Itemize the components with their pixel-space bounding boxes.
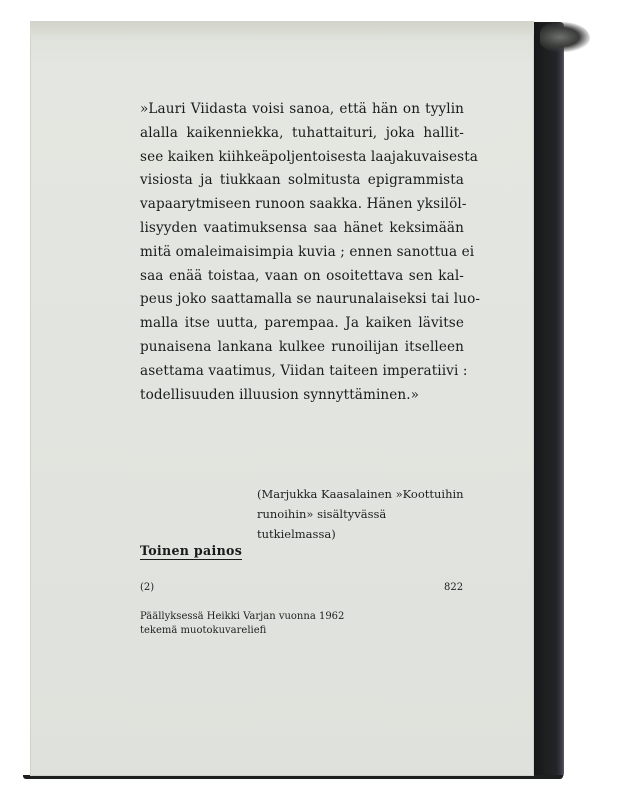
spine-torn-corner [540, 22, 590, 52]
quote-attribution [257, 484, 467, 544]
quote-line: vapaarytmiseen runoon saakka. Hänen yksilöl- [140, 196, 467, 213]
cover-top-wear [30, 21, 534, 37]
quote-line: peus joko saattamalla se naurunalaiseksi tai luo- [140, 291, 481, 308]
quote-line: »Lauri Viidasta voisi sanoa, että hän on tyylin [140, 101, 464, 117]
quote-text [140, 98, 481, 407]
catalog-number: 822 [444, 582, 464, 593]
quote-line: alalla kaikenniekka, tuhattaituri, joka hallit- [140, 124, 464, 141]
attribution-line: (Marjukka Kaasalainen »Koottuihin [257, 487, 464, 501]
quote-block [140, 98, 481, 407]
quote-line: visiosta ja tiukkaan solmitusta epigrammista [140, 172, 464, 189]
quote-line: malla itse uutta, parempaa. Ja kaiken lävitse [140, 315, 464, 332]
quote-line: punaisena lankana kulkee runoilijan itselleen [140, 338, 464, 355]
quote-line: lisyyden vaatimuksensa saa hänet keksimään [140, 219, 464, 236]
quote-line: see kaiken kiihkeäpoljentoisesta laajakuvaisesta [140, 148, 478, 165]
book-spine [534, 22, 564, 779]
attribution-line: runoihin» sisältyvässä tutkielmassa) [257, 507, 387, 541]
edition-label: Toinen painos [140, 543, 243, 558]
quote-line: asettama vaatimus, Viidan taiteen imperatiivi : [140, 362, 468, 379]
quote-line: todellisuuden illuusion synnyttäminen.» [140, 386, 420, 403]
print-code: (2) [140, 582, 155, 593]
credit-line: tekemä muotokuvareliefi [140, 625, 267, 636]
quote-line: saa enää toistaa, vaan on osoitettava sen kal- [140, 267, 464, 284]
quote-line: mitä omaleimaisimpia kuvia ; ennen sanottua ei [140, 243, 475, 260]
cover-credit [140, 610, 344, 638]
credit-line: Päällyksessä Heikki Varjan vuonna 1962 [140, 611, 345, 622]
